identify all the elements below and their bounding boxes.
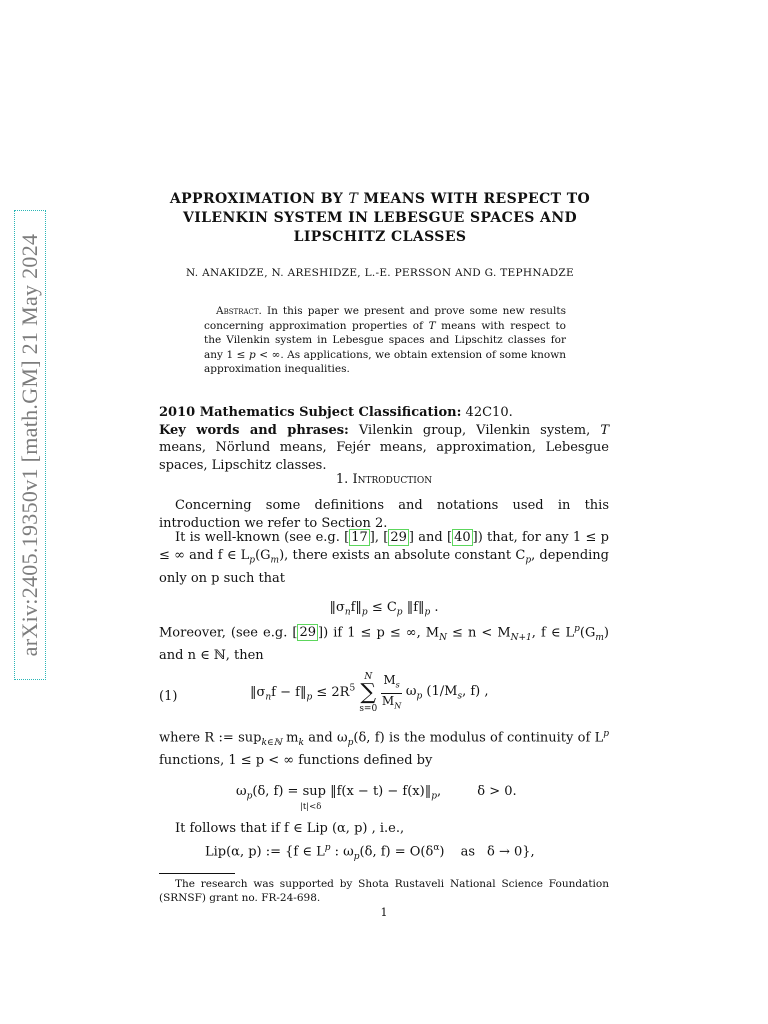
arxiv-identifier: arXiv:2405.19350v1 [math.GM] 21 May 2024 (17, 233, 42, 657)
equation-modulus: $\omega_p(\delta$, f) = sup ‖f(x − $t) - f(x)‖_p$, δ > 0. (236, 784, 517, 802)
paragraph-3: Moreover, (see e.g. [ 29 ]) if 1 ≤ p ≤ ∞, $M_N \le n < M_{N+1}$, f ∈ $L^p(G_m)$ and n ∈ ℕ, then (159, 624, 609, 664)
fraction-ms-mn: $\frac{M_s}{M_N}$ (381, 673, 402, 710)
paper-authors: N. ANAKIDZE, N. ARESHIDZE, L.-E. PERSSON AND G. TEPHNADZE (185, 267, 574, 279)
msc-label: 2010 Mathematics Subject Classification: (159, 405, 462, 420)
citation-17[interactable]: 17 (351, 530, 368, 545)
section-heading: 1. Introduction (335, 472, 433, 487)
citation-29-second[interactable]: 29 (299, 625, 317, 641)
msc-value: 42C10. (461, 405, 513, 420)
keywords-label: Key words and phrases: (159, 422, 349, 438)
equation-lipschitz: Lip(α, p) := {f ∈ $L^p$ : $\omega_p(\delta$, $f) = O(\delta^\alpha)$ as δ → 0}, (205, 843, 535, 862)
page-number: 1 (380, 906, 388, 919)
citation-29[interactable]: 29 (390, 530, 407, 545)
equation-1-label: (1) (159, 689, 178, 704)
arxiv-sidebar (14, 210, 46, 680)
footnote-rule (159, 873, 235, 874)
paragraph-2: It is well-known (see e.g. [ 17 ], [ 29 ] and [ 40 ]) that, for any 1 ≤ p ≤ ∞ and f ∈ $L_p(G_m)$, there exists an absolute constant $C_p$, depending only on p such that (159, 530, 609, 586)
footnote: The research was supported by Shota Rustaveli National Science Foundation (SRNSF) grant no. FR-24-698. (159, 878, 609, 904)
abstract: Abstract. In this paper we present and prove some new results concerning approximation properties of T means with respect to the Vilenkin system in Lebesgue spaces and Lipschitz classes for any 1 ≤ p < ∞. As applications, we obtain extension of some known approximation inequalities. (204, 305, 567, 376)
classification-block: 2010 Mathematics Subject Classification: 42C10. Key words and phrases: Vilenkin group, Vilenkin system, T means, Nörlund means, Fejér means, approximation, Lebesgue spaces, Lipschitz classes. (159, 405, 609, 473)
summation-symbol: N ∑ s=0 (359, 672, 378, 714)
equation-sigma-bound: $‖\sigma_nf‖_p \le C_p$ $‖f‖_p$ . (329, 600, 439, 618)
paragraph-4: where R := sup$_{k\in ℕ}$ $m_k$ and $\omega_p(\delta$, f) is the modulus of continuity of $L^p$ functions, 1 ≤ p < ∞ functions defined by (159, 729, 610, 769)
paragraph-1: Concerning some definitions and notations used in this introduction we refer to Section 2. (159, 498, 609, 531)
citation-40[interactable]: 40 (454, 530, 471, 545)
paragraph-5: It follows that if f ∈ Lip (α, p) , i.e., (175, 821, 405, 836)
sup-subscript: |t|<δ (300, 802, 322, 812)
paper-title: APPROXIMATION BY T MEANS WITH RESPECT TO VILENKIN SYSTEM IN LEBESGUE SPACES AND LIPSCHITZ CLASSES (169, 191, 591, 245)
equation-1: $‖\sigma_nf$ − $f‖_p \le 2R^5$ N ∑ s=0 $\frac{M_s}{M_N}$ $\omega_p$ ($1/M_s$, f) , (250, 672, 489, 714)
abstract-heading: Abstract. (216, 305, 262, 317)
